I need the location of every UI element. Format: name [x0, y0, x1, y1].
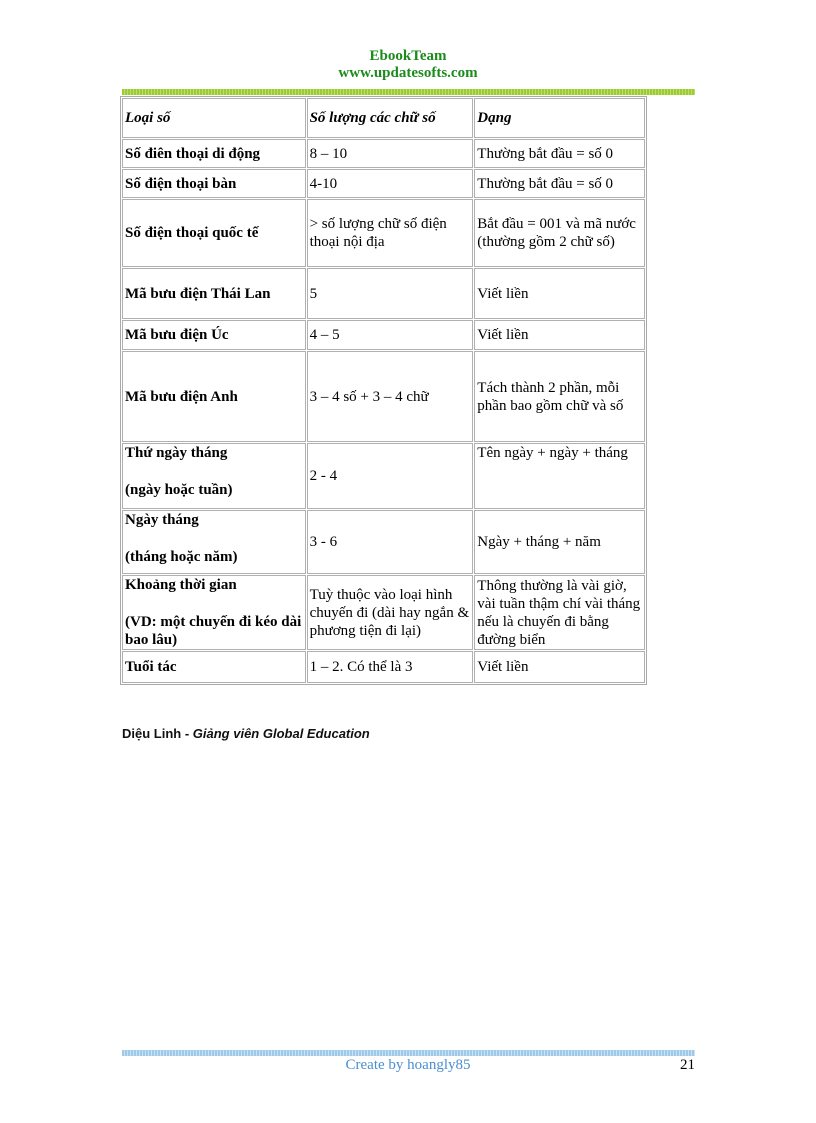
table-row [122, 651, 645, 683]
table-cell: 8 – 10 [307, 139, 474, 168]
table-cell: Thường bắt đầu = số 0 [474, 169, 645, 198]
table-cell: 3 – 4 số + 3 – 4 chữ [307, 351, 474, 442]
table-cell: Viết liền [474, 268, 645, 319]
table-row [122, 199, 645, 267]
table-cell: Tuỳ thuộc vào loại hình chuyến đi (dài hay ngắn & phương tiện đi lại) [307, 575, 474, 650]
cell-main-label: Khoảng thời gian [125, 577, 237, 593]
table-cell: Bắt đầu = 001 và mã nước (thường gồm 2 chữ số) [474, 199, 645, 267]
table-row [122, 575, 645, 650]
footer-credit: Create by hoangly85 [345, 1057, 471, 1073]
table-cell: Viết liền [474, 320, 645, 350]
table-row [122, 443, 645, 509]
column-header: Số lượng các chữ số [307, 98, 474, 138]
number-types-table [120, 96, 647, 685]
table-row [122, 510, 645, 574]
table-cell: 4-10 [307, 169, 474, 198]
cell-main-label: Thứ ngày tháng [125, 445, 228, 461]
table-cell [122, 575, 306, 650]
table-row [122, 351, 645, 442]
table-cell: Ngày + tháng + năm [474, 510, 645, 574]
table-header-row [122, 98, 645, 138]
header-divider [122, 89, 695, 95]
column-header: Dạng [474, 98, 645, 138]
table-cell: Tên ngày + ngày + tháng [474, 443, 645, 509]
table-cell: 1 – 2. Có thể là 3 [307, 651, 474, 683]
page-header [0, 48, 816, 82]
table-cell: 5 [307, 268, 474, 319]
table-cell: 3 - 6 [307, 510, 474, 574]
cell-sub-label: (VD: một chuyến đi kéo dài bao lâu) [125, 614, 302, 648]
table-row [122, 268, 645, 319]
cell-sub-label: (tháng hoặc năm) [125, 549, 238, 565]
table-cell: 2 - 4 [307, 443, 474, 509]
table-row [122, 169, 645, 198]
author-name: Diệu Linh [122, 726, 182, 741]
footer-divider [122, 1050, 695, 1056]
table-cell: Thường bắt đầu = số 0 [474, 139, 645, 168]
header-title: EbookTeam [369, 48, 447, 64]
table-cell: Mã bưu điện Thái Lan [122, 268, 306, 319]
table-cell: Tách thành 2 phần, mỗi phần bao gồm chữ và số [474, 351, 645, 442]
table-cell: Mã bưu điện Úc [122, 320, 306, 350]
table-cell: 4 – 5 [307, 320, 474, 350]
table-cell: Số điện thoại quốc tế [122, 199, 306, 267]
table-cell: Viết liền [474, 651, 645, 683]
page-number: 21 [680, 1057, 695, 1073]
table-cell: Tuổi tác [122, 651, 306, 683]
table-row [122, 139, 645, 168]
table-cell: Số điện thoại bàn [122, 169, 306, 198]
author-role: Giảng viên Global Education [192, 726, 370, 741]
table-cell: Số điên thoại di động [122, 139, 306, 168]
credit-separator: - [181, 726, 193, 741]
table-cell: > số lượng chữ số điện thoại nội địa [307, 199, 474, 267]
column-header: Loại số [122, 98, 306, 138]
header-url: www.updatesofts.com [338, 65, 478, 81]
table-cell [122, 510, 306, 574]
table-cell [122, 443, 306, 509]
author-credit [122, 726, 370, 741]
cell-main-label: Ngày tháng [125, 512, 199, 528]
table-row [122, 320, 645, 350]
table-cell: Thông thường là vài giờ, vài tuần thậm chí vài tháng nếu là chuyến đi bằng đường biển [474, 575, 645, 650]
cell-sub-label: (ngày hoặc tuần) [125, 482, 233, 498]
table-cell: Mã bưu điện Anh [122, 351, 306, 442]
